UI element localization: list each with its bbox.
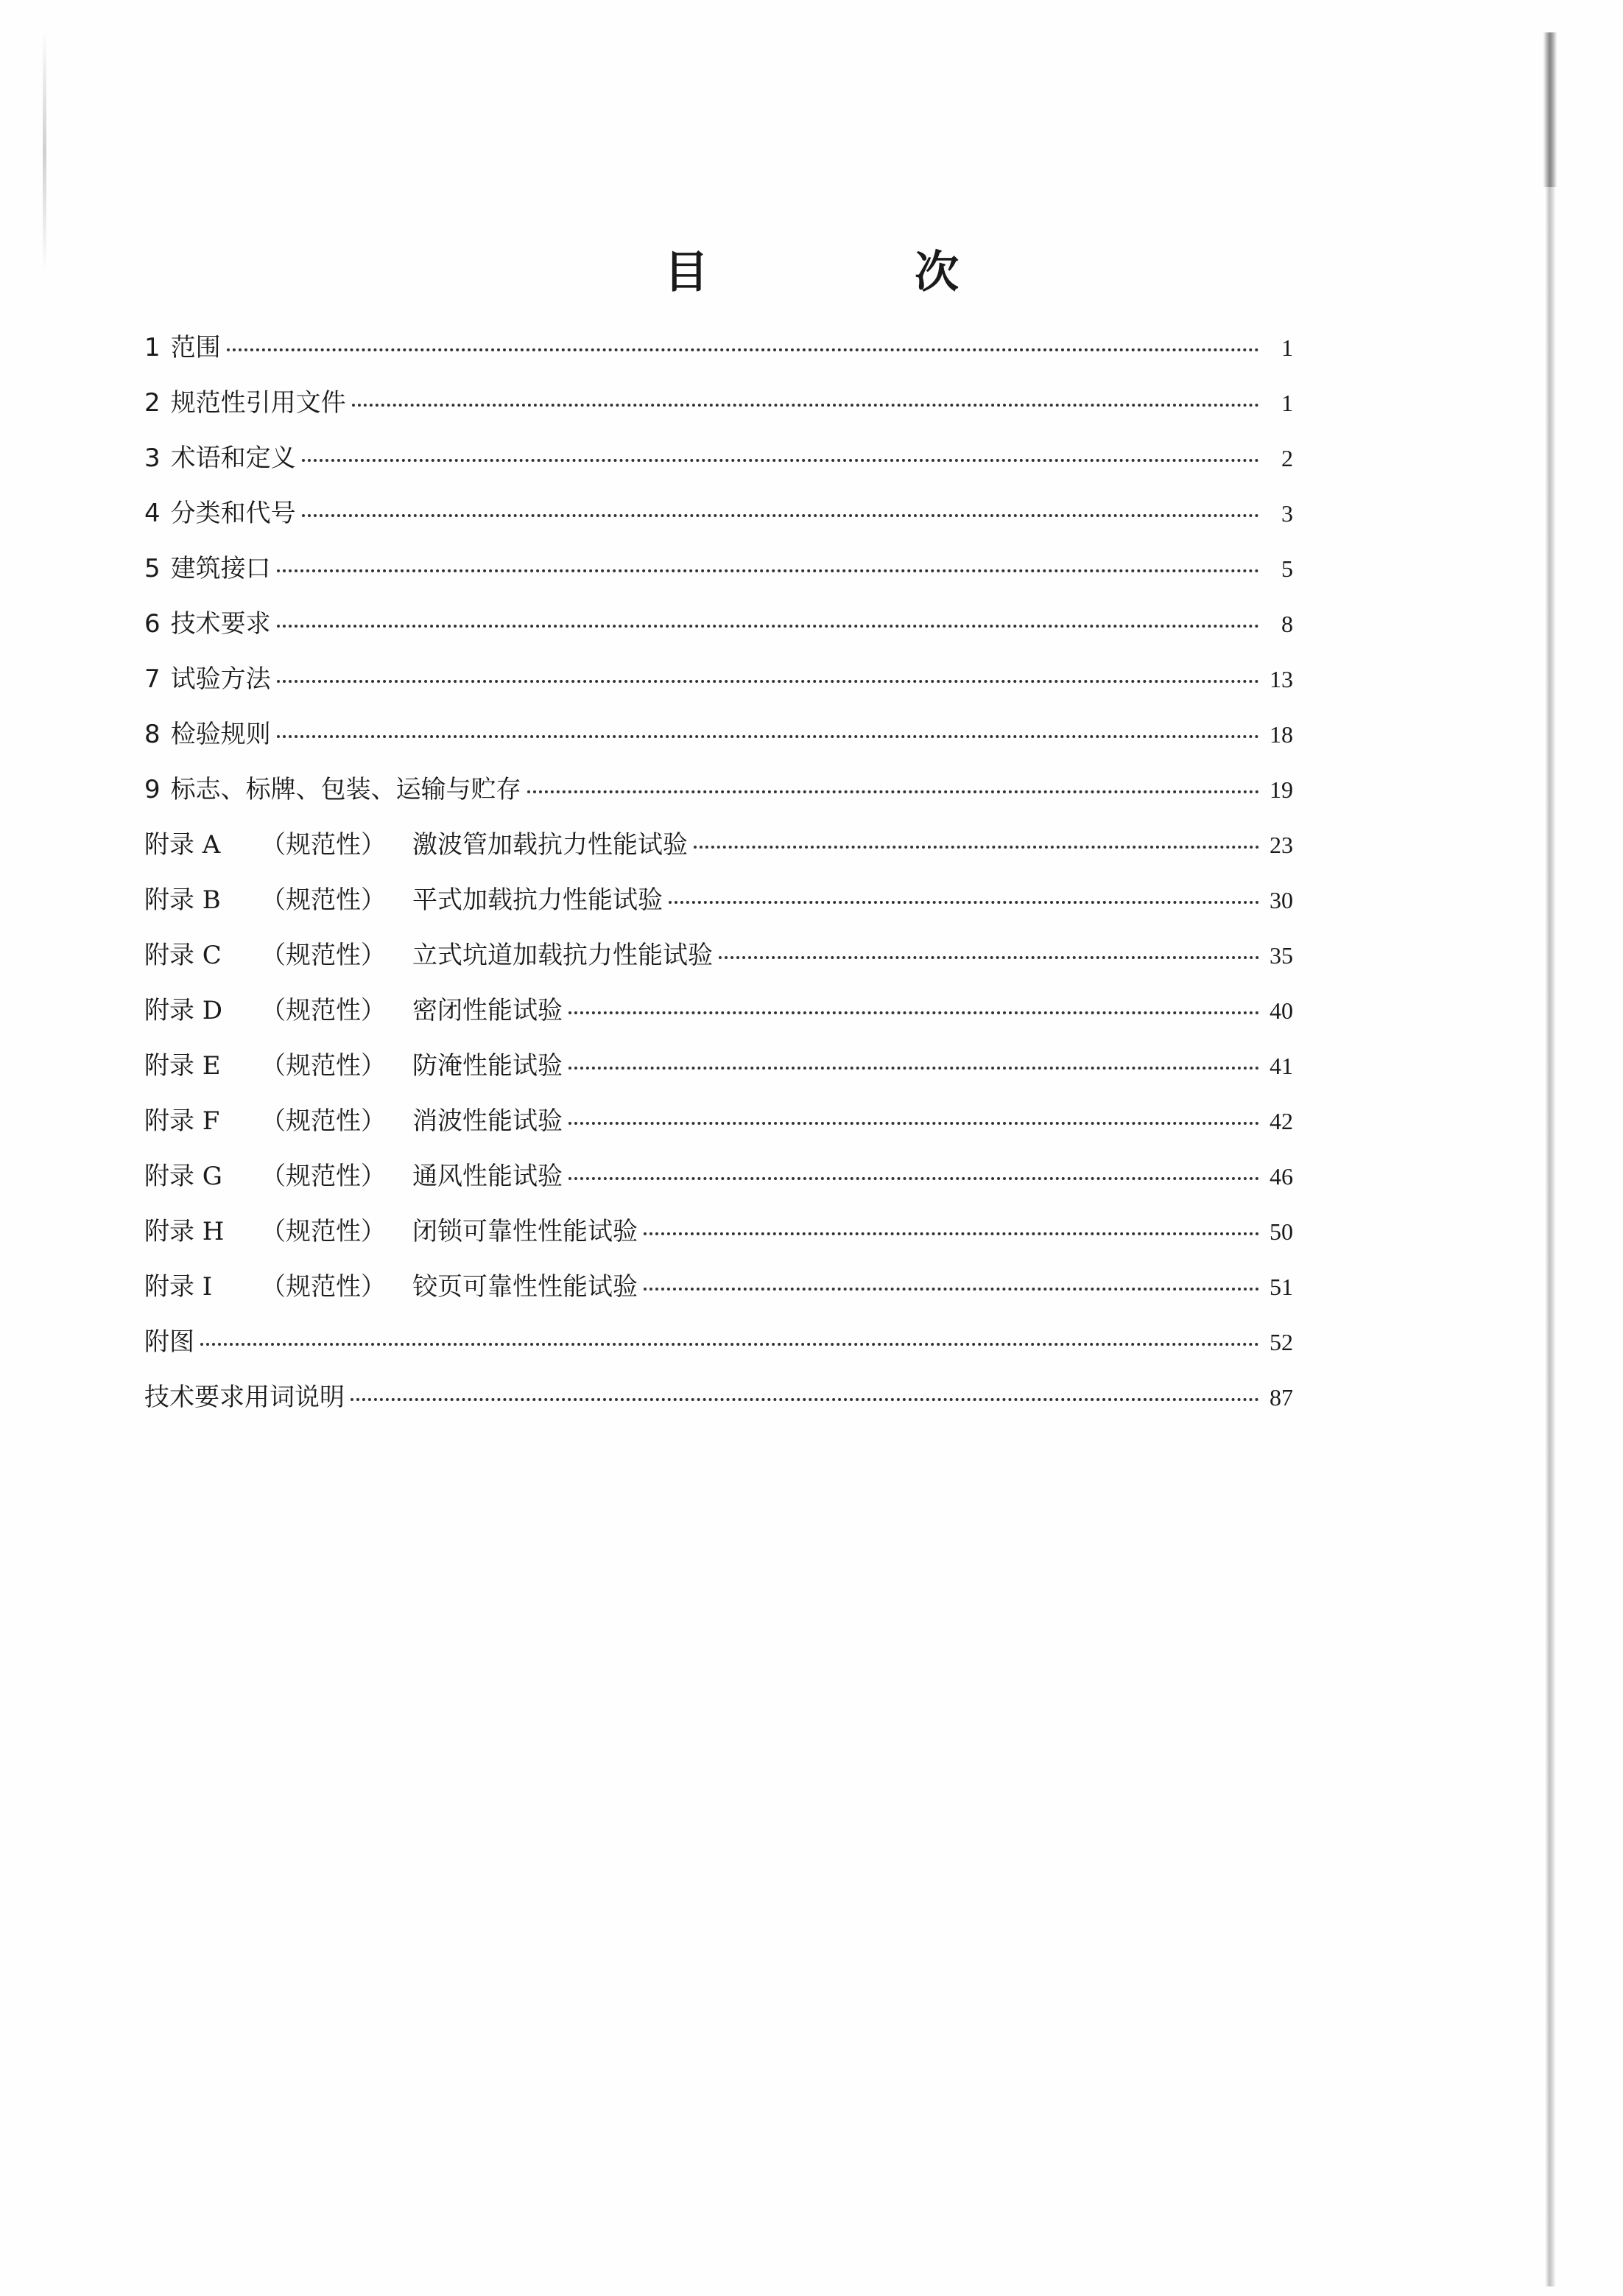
toc-leader-dots — [719, 956, 1259, 959]
appendix-label: 附录 C — [144, 941, 222, 970]
toc-entry[interactable] — [144, 1327, 1293, 1383]
toc-page-number: 3 — [1281, 500, 1293, 527]
toc-entry[interactable] — [144, 609, 1293, 664]
toc-label — [144, 775, 521, 804]
toc-label — [144, 333, 221, 362]
toc-leader-dots — [669, 901, 1259, 904]
toc-appendix-entry[interactable] — [144, 941, 1293, 996]
scan-edge-right — [1545, 32, 1555, 2286]
toc-title: 密闭性能试验 — [412, 996, 563, 1025]
toc-entry[interactable] — [144, 333, 1293, 388]
toc-leader-dots — [277, 625, 1259, 628]
toc-title: 试验方法 — [170, 664, 271, 694]
toc-page-number: 40 — [1270, 997, 1293, 1024]
toc-leader-dots — [527, 790, 1259, 793]
toc-label — [144, 1327, 194, 1357]
toc-title: 范围 — [170, 333, 221, 362]
toc-page-number: 2 — [1281, 445, 1293, 471]
toc-page-number: 52 — [1270, 1329, 1293, 1355]
toc-leader-dots — [227, 348, 1259, 351]
toc-page-number: 13 — [1270, 666, 1293, 692]
toc-number: 9 — [144, 775, 161, 804]
toc-entry[interactable] — [144, 554, 1293, 609]
toc-page-number: 87 — [1270, 1384, 1293, 1411]
toc-leader-dots — [568, 1067, 1259, 1070]
toc-label — [144, 1383, 345, 1412]
toc-entry[interactable] — [144, 1383, 1293, 1438]
toc-leader-dots — [568, 1011, 1259, 1014]
toc-entry[interactable] — [144, 388, 1293, 443]
toc-title: 闭锁可靠性性能试验 — [412, 1217, 638, 1246]
toc-title: 分类和代号 — [170, 499, 296, 528]
toc-label — [144, 388, 346, 418]
toc-number: 6 — [144, 609, 161, 639]
toc-label — [144, 609, 271, 639]
toc-label — [144, 1051, 563, 1081]
toc-page-number: 5 — [1281, 555, 1293, 582]
toc-entry[interactable] — [144, 720, 1293, 775]
toc-number: 1 — [144, 333, 161, 362]
toc-leader-dots — [352, 404, 1259, 407]
toc-page-number: 30 — [1270, 887, 1293, 913]
toc-leader-dots — [644, 1232, 1259, 1235]
toc-appendix-entry[interactable] — [144, 996, 1293, 1051]
toc-title: 附图 — [144, 1327, 194, 1357]
appendix-type: （规范性） — [261, 1162, 386, 1191]
toc-label — [144, 885, 663, 915]
toc-number: 7 — [144, 664, 161, 694]
toc-label — [144, 1106, 563, 1136]
toc-entry[interactable] — [144, 775, 1293, 830]
toc-title: 建筑接口 — [170, 554, 271, 583]
appendix-label: 附录 A — [144, 830, 221, 860]
toc-page-number: 35 — [1270, 942, 1293, 969]
appendix-type: （规范性） — [261, 1106, 386, 1136]
toc-page-number: 18 — [1270, 721, 1293, 748]
toc-page-number: 41 — [1270, 1053, 1293, 1079]
toc-entry[interactable] — [144, 499, 1293, 554]
appendix-label: 附录 F — [144, 1106, 220, 1136]
appendix-type: （规范性） — [261, 1217, 386, 1246]
toc-label — [144, 1162, 563, 1191]
toc-page-number: 23 — [1270, 832, 1293, 858]
toc-label — [144, 499, 296, 528]
toc-appendix-entry[interactable] — [144, 1162, 1293, 1217]
toc-appendix-entry[interactable] — [144, 1106, 1293, 1162]
toc-page-number: 46 — [1270, 1163, 1293, 1190]
toc-page-number: 8 — [1281, 611, 1293, 637]
appendix-type: （规范性） — [261, 1051, 386, 1081]
toc-title: 技术要求 — [170, 609, 271, 639]
toc-appendix-entry[interactable] — [144, 1051, 1293, 1106]
toc-number: 4 — [144, 499, 161, 528]
toc-title: 铰页可靠性性能试验 — [412, 1272, 638, 1302]
toc-title: 检验规则 — [170, 720, 271, 749]
toc-label — [144, 830, 688, 860]
toc-page-number: 51 — [1270, 1274, 1293, 1300]
toc-title: 立式坑道加载抗力性能试验 — [412, 941, 713, 970]
toc-number: 5 — [144, 554, 161, 583]
appendix-label: 附录 B — [144, 885, 221, 915]
appendix-label: 附录 G — [144, 1162, 222, 1191]
toc-appendix-entry[interactable] — [144, 1272, 1293, 1327]
toc-page-number: 42 — [1270, 1108, 1293, 1134]
toc-page-number: 1 — [1281, 390, 1293, 416]
appendix-type: （规范性） — [261, 941, 386, 970]
toc-leader-dots — [568, 1122, 1259, 1125]
toc-page-number: 1 — [1281, 334, 1293, 361]
toc-title: 激波管加载抗力性能试验 — [412, 830, 688, 860]
toc-appendix-entry[interactable] — [144, 830, 1293, 885]
toc-page-number: 19 — [1270, 776, 1293, 803]
scan-edge-right-top — [1543, 32, 1557, 187]
appendix-label: 附录 I — [144, 1272, 213, 1302]
toc-appendix-entry[interactable] — [144, 1217, 1293, 1272]
toc-leader-dots — [277, 735, 1259, 738]
appendix-label: 附录 H — [144, 1217, 225, 1246]
appendix-type: （规范性） — [261, 885, 386, 915]
toc-title: 平式加载抗力性能试验 — [412, 885, 663, 915]
appendix-type: （规范性） — [261, 1272, 386, 1302]
toc-leader-dots — [302, 514, 1259, 517]
page-title: 目 次 — [664, 247, 1040, 298]
toc-title: 消波性能试验 — [412, 1106, 563, 1136]
toc-number: 3 — [144, 443, 161, 473]
toc-label — [144, 443, 296, 473]
toc-entry[interactable] — [144, 664, 1293, 720]
scan-edge-left — [43, 29, 46, 273]
toc-leader-dots — [694, 846, 1259, 849]
toc-label — [144, 664, 271, 694]
toc-appendix-entry[interactable] — [144, 885, 1293, 941]
toc-label — [144, 720, 271, 749]
appendix-type: （规范性） — [261, 996, 386, 1025]
table-of-contents — [144, 333, 1293, 1438]
appendix-label: 附录 E — [144, 1051, 221, 1081]
toc-number: 2 — [144, 388, 161, 418]
toc-leader-dots — [277, 569, 1259, 572]
appendix-type: （规范性） — [261, 830, 386, 860]
toc-title: 通风性能试验 — [412, 1162, 563, 1191]
appendix-label: 附录 D — [144, 996, 223, 1025]
toc-label — [144, 941, 713, 970]
toc-page-number: 50 — [1270, 1218, 1293, 1245]
toc-leader-dots — [351, 1398, 1259, 1401]
toc-leader-dots — [644, 1288, 1259, 1291]
toc-label — [144, 996, 563, 1025]
toc-label — [144, 554, 271, 583]
toc-label — [144, 1217, 638, 1246]
toc-number: 8 — [144, 720, 161, 749]
toc-entry[interactable] — [144, 443, 1293, 499]
toc-title: 标志、标牌、包装、运输与贮存 — [170, 775, 521, 804]
toc-title: 防淹性能试验 — [412, 1051, 563, 1081]
toc-leader-dots — [200, 1343, 1259, 1346]
toc-title: 术语和定义 — [170, 443, 296, 473]
toc-title: 规范性引用文件 — [170, 388, 346, 418]
toc-title: 技术要求用词说明 — [144, 1383, 345, 1412]
toc-label — [144, 1272, 638, 1302]
toc-leader-dots — [302, 459, 1259, 462]
toc-leader-dots — [568, 1177, 1259, 1180]
toc-leader-dots — [277, 680, 1259, 683]
